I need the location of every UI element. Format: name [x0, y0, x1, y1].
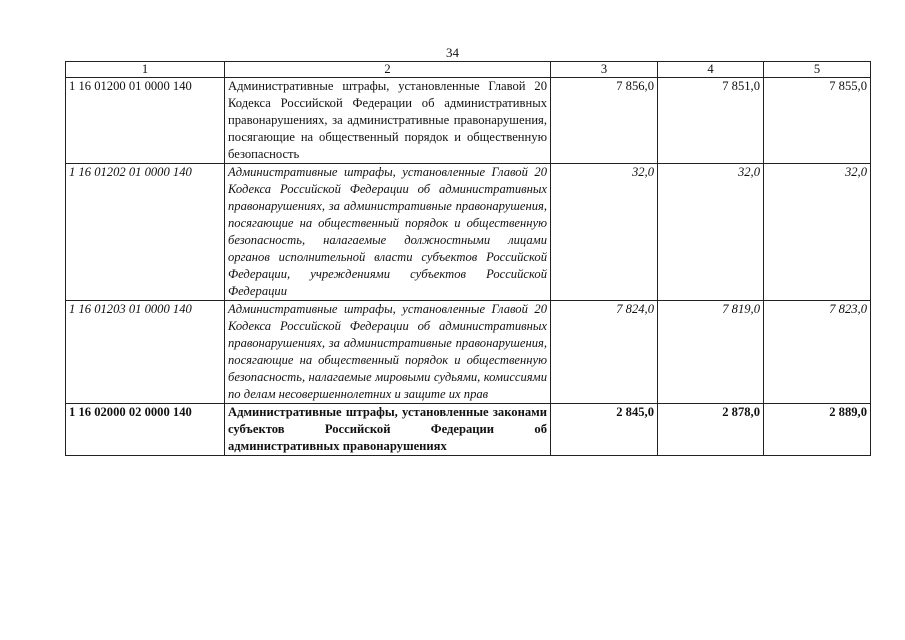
value-col-4: 7 819,0 [658, 301, 764, 404]
revenue-name: Административные штрафы, установленные Главой 20 Кодекса Российской Федерации об административных правонарушениях, за административные правонарушения, посягающие на общественный порядок и общественную безопасность, налагаемые мировыми судьями, комиссиями по делам несовершеннолетних и защите их прав [225, 301, 551, 404]
value-col-3: 32,0 [551, 164, 658, 301]
revenue-name: Административные штрафы, установленные Главой 20 Кодекса Российской Федерации об административных правонарушениях, за административные правонарушения, посягающие на общественный порядок и общественную безопасность, налагаемые должностными лицами органов исполнительной власти субъектов Российской Федерации, учреждениями субъектов Российской Федерации [225, 164, 551, 301]
column-header-1: 1 [66, 62, 225, 78]
value-col-5: 2 889,0 [764, 404, 871, 456]
budget-code: 1 16 02000 02 0000 140 [66, 404, 225, 456]
table-row [66, 164, 871, 301]
column-header-3: 3 [551, 62, 658, 78]
budget-code: 1 16 01202 01 0000 140 [66, 164, 225, 301]
budget-code: 1 16 01200 01 0000 140 [66, 78, 225, 164]
value-col-4: 2 878,0 [658, 404, 764, 456]
value-col-5: 7 823,0 [764, 301, 871, 404]
value-col-3: 2 845,0 [551, 404, 658, 456]
table-row [66, 404, 871, 456]
value-col-4: 7 851,0 [658, 78, 764, 164]
revenue-name: Административные штрафы, установленные Главой 20 Кодекса Российской Федерации об административных правонарушениях, за административные правонарушения, посягающие на общественный порядок и общественную безопасность [225, 78, 551, 164]
table-header-row [66, 62, 871, 78]
table-row [66, 301, 871, 404]
column-header-4: 4 [658, 62, 764, 78]
column-header-2: 2 [225, 62, 551, 78]
value-col-5: 7 855,0 [764, 78, 871, 164]
revenue-name: Административные штрафы, установленные законами субъектов Российской Федерации об административных правонарушениях [225, 404, 551, 456]
value-col-4: 32,0 [658, 164, 764, 301]
table-row [66, 78, 871, 164]
budget-table [65, 61, 871, 456]
value-col-3: 7 824,0 [551, 301, 658, 404]
value-col-3: 7 856,0 [551, 78, 658, 164]
column-header-5: 5 [764, 62, 871, 78]
budget-code: 1 16 01203 01 0000 140 [66, 301, 225, 404]
value-col-5: 32,0 [764, 164, 871, 301]
page-number: 34 [446, 45, 459, 60]
